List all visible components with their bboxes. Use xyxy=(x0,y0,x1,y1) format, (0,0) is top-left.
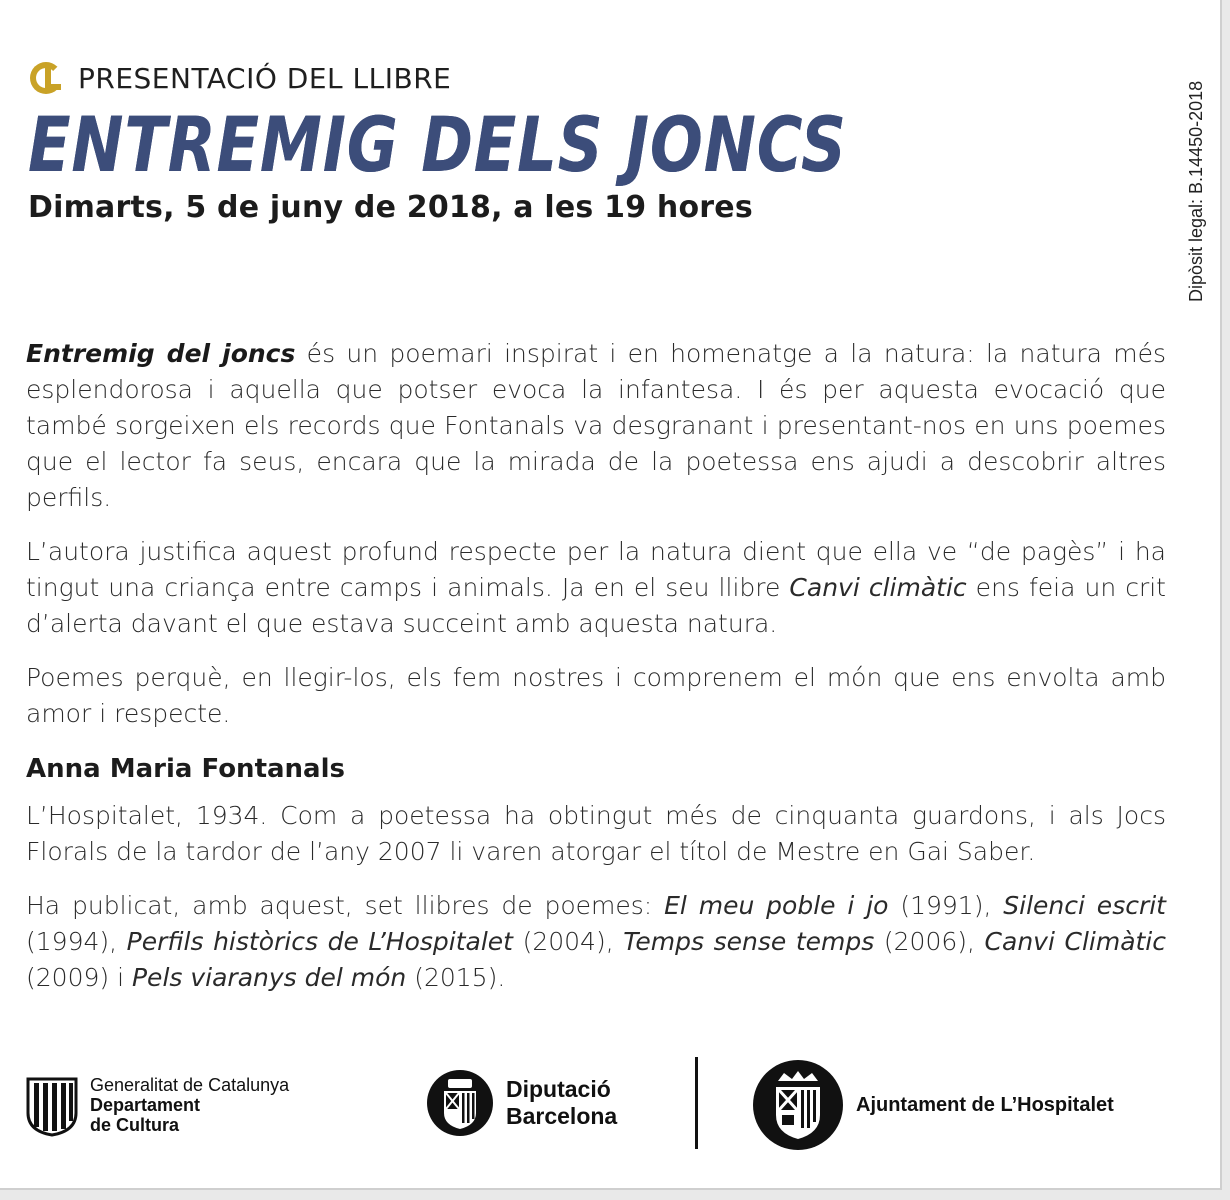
book-title: ENTREMIG DELS JONCS xyxy=(28,100,847,189)
book-year: (2006), xyxy=(874,927,985,956)
logo-divider xyxy=(695,1057,698,1149)
diputacio-line2: Barcelona xyxy=(506,1103,618,1129)
paragraph-author-respect xyxy=(26,534,1166,642)
book-title-ref: Temps sense temps xyxy=(623,927,875,956)
ajuntament-name: Ajuntament de L’Hospitalet xyxy=(856,1093,1114,1116)
legal-deposit: Dipòsit legal: B.14450-2018 xyxy=(1186,80,1206,302)
department-label: Departament xyxy=(90,1095,201,1115)
header xyxy=(28,58,1028,225)
diputacio-line1: Diputació xyxy=(506,1076,611,1102)
book-title-ref: El meu poble i jo xyxy=(664,891,889,920)
book-year: (2004), xyxy=(512,927,624,956)
book-title-ref: Silenci escrit xyxy=(1003,891,1166,920)
author-publications xyxy=(26,888,1166,996)
book-name-lead: Entremig del joncs xyxy=(26,339,296,368)
event-date: Dimarts, 5 de juny de 2018, a les 19 hores xyxy=(28,190,753,225)
paragraph-poems: Poemes perquè, en llegir-los, els fem nostres i comprenem el món que ens envolta amb amor i respecte. xyxy=(26,663,1166,728)
paragraph-text: L’autora justifica aquest profund respecte per la natura dient que ella ve “de pagès” i ha tingut una criança entre camps i animals. Ja en el seu llibre xyxy=(26,537,1166,602)
book-title-ref: Pels viaranys del món xyxy=(131,963,407,992)
ajuntament-seal-icon xyxy=(752,1059,844,1151)
book-title-ref: Canvi Climàtic xyxy=(984,927,1167,956)
ajuntament-logo xyxy=(752,1059,1114,1151)
paragraph-intro xyxy=(26,336,1166,516)
book-title-ref: Perfils històrics de L’Hospitalet xyxy=(126,927,513,956)
diputacio-logo xyxy=(426,1069,617,1137)
kicker-row xyxy=(28,58,1028,98)
generalitat-logo xyxy=(24,1073,289,1137)
book-year: (1994), xyxy=(26,927,127,956)
sponsor-logos xyxy=(0,1055,1222,1155)
body-text xyxy=(26,336,1166,1014)
author-name: Anna Maria Fontanals xyxy=(26,754,345,784)
library-logo-icon xyxy=(28,58,68,98)
book-year: (1991), xyxy=(888,891,1004,920)
generalitat-shield-icon xyxy=(24,1073,80,1137)
paragraph-intro-text: és un poemari inspirat i en homenatge a la natura: la natura més esplendorosa i aquella que potser evoca la infantesa. I és per aquesta evocació que també sorgeixen els records que Fontanals va desgranant i presentant-nos en uns poemes que el lector fa seus, encara que la mirada de la poetessa ens ajudi a descobrir altres perfils. xyxy=(26,339,1166,512)
department-name: de Cultura xyxy=(90,1115,180,1135)
author-bio: L’Hospitalet, 1934. Com a poetessa ha obtingut més de cinquanta guardons, i als Jocs Florals de la tardor de l’any 2007 li varen atorgar el títol de Mestre en Gai Saber. xyxy=(26,801,1166,866)
diputacio-seal-icon xyxy=(426,1069,494,1137)
book-year: (2009) i xyxy=(26,963,132,992)
book-reference: Canvi climàtic xyxy=(789,573,967,602)
generalitat-name: Generalitat de Catalunya xyxy=(90,1075,290,1095)
paragraph-text: ens feia un crit d’alerta davant el que estava succeint amb aquesta natura. xyxy=(26,573,1166,638)
publications-intro: Ha publicat, amb aquest, set llibres de poemes: xyxy=(26,891,665,920)
book-year: (2015). xyxy=(406,963,506,992)
kicker-text: PRESENTACIÓ DEL LLIBRE xyxy=(78,61,452,95)
